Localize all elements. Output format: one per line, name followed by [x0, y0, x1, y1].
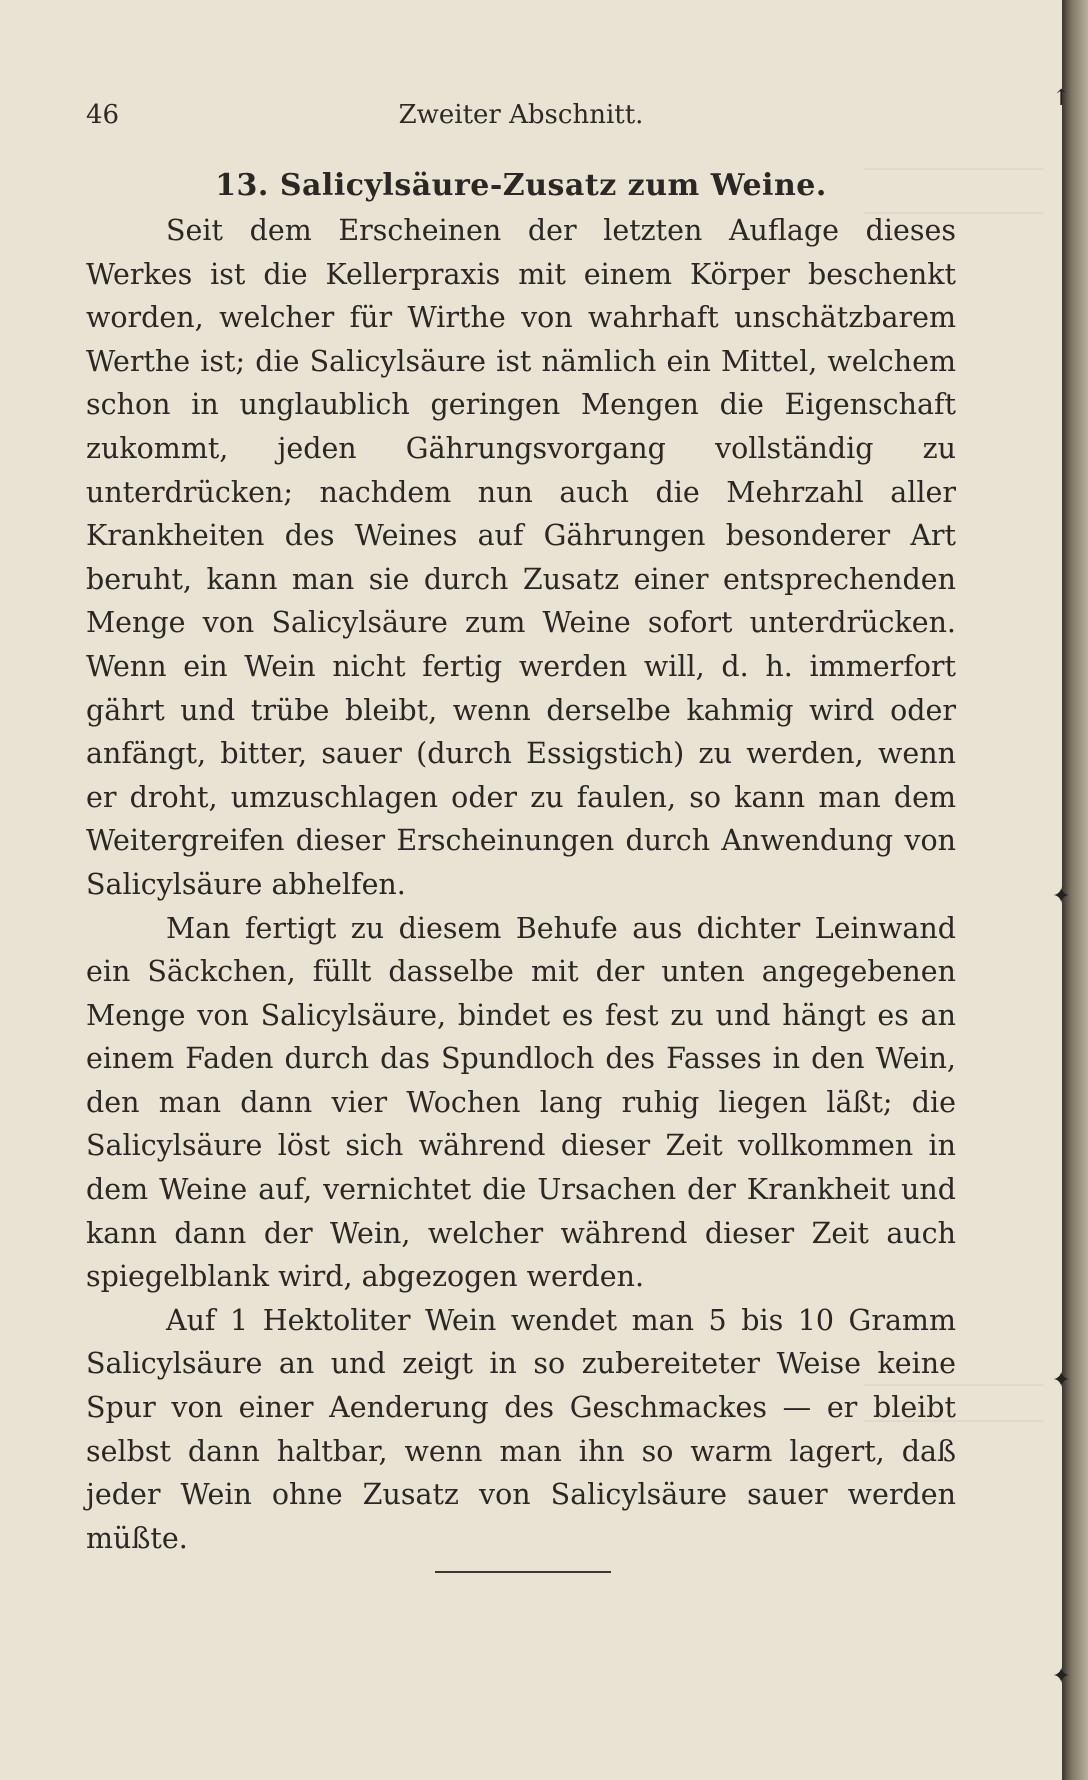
- end-rule: [435, 1571, 611, 1573]
- paragraph: Man fertigt zu diesem Behufe aus dichter Leinwand ein Säckchen, füllt dasselbe mit der unten angegebenen Menge von Salicylsäure, bindet es fest zu und hängt es an einem Faden durch das Spundloch des Fasses in den Wein, den man dann vier Wochen lang ruhig liegen läßt; die Salicylsäure löst sich während dieser Zeit vollkommen in dem Weine auf, vernichtet die Ursachen der Krankheit und kann dann der Wein, welcher während dieser Zeit auch spiegelblank wird, abgezogen werden.: [86, 911, 956, 1294]
- running-head: Zweiter Abschnitt.: [398, 100, 644, 130]
- page-header: [86, 100, 956, 140]
- margin-mark: ↑: [1052, 86, 1071, 111]
- margin-mark: ✦: [1052, 884, 1071, 909]
- margin-mark: ✦: [1052, 1664, 1071, 1689]
- margin-mark: ✦: [1052, 1368, 1071, 1393]
- page-number: 46: [86, 100, 120, 130]
- section-title: 13. Salicylsäure-Zusatz zum Weine.: [215, 168, 827, 203]
- page-body: [86, 163, 956, 1560]
- paragraph: Seit dem Erscheinen der letzten Auflage dieses Werkes ist die Kellerpraxis mit einem Körper beschenkt worden, welcher für Wirthe von wahrhaft unschätzbarem Werthe ist; die Salicylsäure ist nämlich ein Mittel, welchem schon in unglaublich geringen Mengen die Eigenschaft zukommt, jeden Gährungsvorgang vollständig zu unterdrücken; nachdem nun auch die Mehrzahl aller Krankheiten des Weines auf Gährungen besonderer Art beruht, kann man sie durch Zusatz einer entsprechenden Menge von Salicylsäure zum Weine sofort unterdrücken. Wenn ein Wein nicht fertig werden will, d. h. immerfort gährt und trübe bleibt, wenn derselbe kahmig wird oder anfängt, bitter, sauer (durch Essigstich) zu werden, wenn er droht, umzuschlagen oder zu faulen, so kann man dem Weitergreifen dieser Erscheinungen durch Anwendung von Salicylsäure abhelfen.: [86, 214, 956, 901]
- paragraph: Auf 1 Hektoliter Wein wendet man 5 bis 10 Gramm Salicylsäure an und zeigt in so zubereiteter Weise keine Spur von einer Aenderung des Geschmackes — er bleibt selbst dann haltbar, wenn man ihn so warm lagert, daß jeder Wein ohne Zusatz von Salicylsäure sauer werden müßte.: [86, 1303, 956, 1555]
